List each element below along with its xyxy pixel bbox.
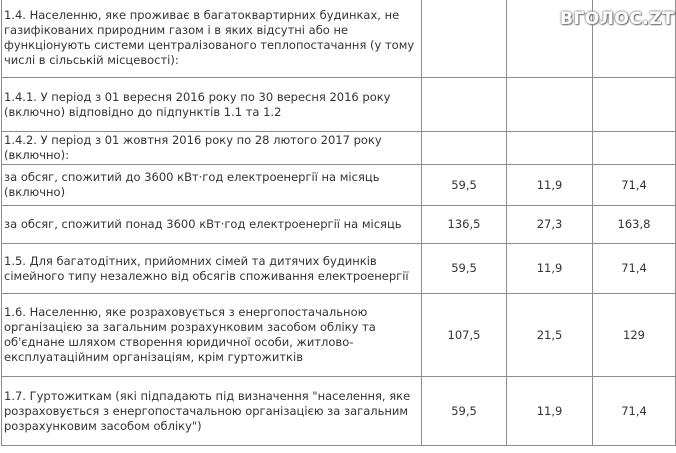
row-description: 1.4.1. У період з 01 вересня 2016 року по 30 вересня 2016 року (включно) відповідно до підпунктів 1.1 та 1.2	[2, 78, 422, 132]
vat-cell: 11,9	[507, 165, 593, 206]
vat-cell: 11,9	[507, 244, 593, 294]
total-cell: 71,4	[593, 244, 676, 294]
row-description: 1.7. Гуртожиткам (які підпадають під визначення "населення, яке розраховується з енергопостачальною організацією за загальним розрахунковим засобом обліку")	[2, 377, 422, 446]
row-description: за обсяг, спожитий до 3600 кВт·год електроенергії на місяць (включно)	[2, 165, 422, 206]
vat-cell: 21,5	[507, 294, 593, 377]
value-cell	[422, 0, 507, 78]
table-row	[2, 78, 676, 132]
row-description: 1.4. Населенню, яке проживає в багатоквартирних будинках, не газифікованих природним газом і в яких відсутні або не функціонують системи централізованого теплопостачання (у тому числі в сільській місцевості):	[2, 0, 422, 78]
table-row	[2, 132, 676, 165]
table-row	[2, 165, 676, 206]
row-description: 1.4.2. У період з 01 жовтня 2016 року по 28 лютого 2017 року (включно):	[2, 132, 422, 165]
value-cell	[422, 78, 507, 132]
vat-cell	[507, 78, 593, 132]
table-row	[2, 294, 676, 377]
vat-cell	[507, 132, 593, 165]
row-description: за обсяг, спожитий понад 3600 кВт·год електроенергії на місяць	[2, 206, 422, 244]
value-cell: 59,5	[422, 165, 507, 206]
value-cell: 136,5	[422, 206, 507, 244]
total-cell: 129	[593, 294, 676, 377]
total-cell	[593, 78, 676, 132]
value-cell	[422, 132, 507, 165]
value-cell: 107,5	[422, 294, 507, 377]
vat-cell: 27,3	[507, 206, 593, 244]
total-cell: 71,4	[593, 165, 676, 206]
table-row	[2, 206, 676, 244]
total-cell: 71,4	[593, 377, 676, 446]
value-cell: 59,5	[422, 377, 507, 446]
tariff-table	[1, 0, 676, 446]
total-cell	[593, 132, 676, 165]
row-description: 1.6. Населенню, яке розраховується з енергопостачальною організацією за загальним розрахунковим засобом обліку та об'єднане шляхом створення юридичної особи, житлово-експлуатаційним організаціям, крім гуртожитків	[2, 294, 422, 377]
table-row	[2, 377, 676, 446]
row-description: 1.5. Для багатодітних, прийомних сімей та дитячих будинків сімейного типу незалежно від обсягів споживання електроенергії	[2, 244, 422, 294]
value-cell: 59,5	[422, 244, 507, 294]
table-row	[2, 244, 676, 294]
vat-cell: 11,9	[507, 377, 593, 446]
site-watermark: ВГОЛОС.ZT	[560, 9, 675, 29]
total-cell: 163,8	[593, 206, 676, 244]
